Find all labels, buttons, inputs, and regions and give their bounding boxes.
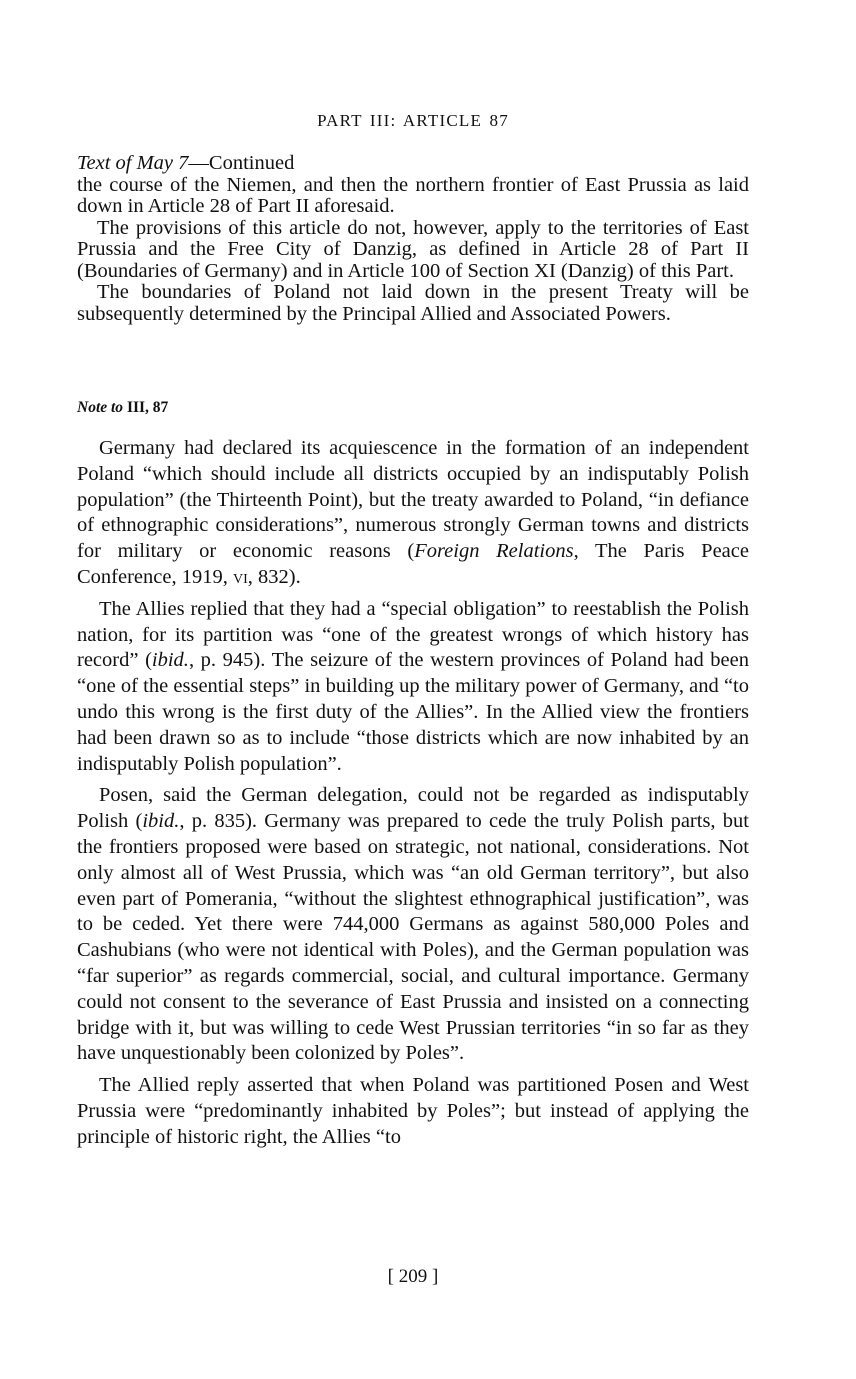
citation-ibid: ibid. <box>151 649 189 672</box>
running-head: PART III: ARTICLE 87 <box>317 111 509 130</box>
note-text: The Allied reply asserted that when Poland was partitioned Posen and West Prussia were “predominantly inhabited by Poles”; but instead of applying the principle of historic right, the Allies “to <box>77 1074 749 1148</box>
continued-heading <box>77 153 749 175</box>
note-heading-ref: III, 87 <box>126 399 169 416</box>
continued-label: Text of May 7 <box>77 152 189 174</box>
citation-title: Foreign Relations <box>414 540 574 563</box>
treaty-paragraph: The boundaries of Poland not laid down in the present Treaty will be subsequently determined by the Principal Allied and Associated Powers. <box>77 281 749 325</box>
volume-number: vi <box>232 565 248 588</box>
note-text: , p. 945). The seizure of the western provinces of Poland had been “one of the essential steps” in building up the military power of Germany, and “to undo this wrong is the first duty of the Allies”. In the Allied view the frontiers had been drawn so as to include “those districts which are now inhabited by an indisputably Polish population”. <box>77 649 750 775</box>
note-body <box>77 436 749 1157</box>
note-text: , p. 835). Germany was prepared to cede the truly Polish parts, but the frontiers proposed were based on strategic, not national, considerations. Not only almost all of West Prussia, which was “an old German territory”, but also even part of Pomerania, “without the slightest ethnographical justification”, was to be ceded. Yet there were 744,000 Germans as against 580,000 Poles and Cashubians (who were not identical with Poles), and the German population was “far superior” as regards commercial, social, and cultural importance. Germany could not consent to the severance of East Prussia and insisted on a connecting bridge with it, but was willing to cede West Prussian territories “in so far as they have unquestionably been colonized by Poles”. <box>77 810 749 1065</box>
note-paragraph <box>77 1073 749 1150</box>
note-heading-prefix: Note to <box>77 399 124 416</box>
treaty-text-block <box>77 153 749 325</box>
citation-ibid: ibid. <box>142 810 180 833</box>
note-text: Germany had declared its acquiescence in the formation of an independent Poland “which should include all districts occupied by an indisputably Polish population” (the Thirteenth Point), but the treaty awarded to Poland, “in defiance of ethnographic considerations”, numerous strongly German towns and districts for military or economic reasons ( <box>77 437 749 563</box>
note-text: Posen, said the German delegation, could not be regarded as indisputably Polish ( <box>77 784 749 833</box>
note-text: , The Paris Peace Conference, 1919, <box>77 540 749 588</box>
note-text: The Allies replied that they had a “special obligation” to reestablish the Polish nation, for its partition was “one of the greatest wrongs of which history has record” ( <box>77 597 749 672</box>
continued-suffix: —Continued <box>188 152 295 174</box>
note-paragraph <box>77 436 749 591</box>
note-text: , 832). <box>247 565 301 588</box>
note-heading <box>77 399 168 417</box>
treaty-paragraph: the course of the Niemen, and then the northern frontier of East Prussia as laid down in Article 28 of Part II aforesaid. <box>77 173 749 217</box>
note-paragraph <box>77 783 749 1067</box>
note-paragraph <box>77 597 749 778</box>
page-number: [ 209 ] <box>387 1266 439 1287</box>
treaty-paragraph: The provisions of this article do not, however, apply to the territories of East Prussia and the Free City of Danzig, as defined in Article 28 of Part II (Boundaries of Germany) and in Article 100 of Section XI (Danzig) of this Part. <box>77 216 749 282</box>
